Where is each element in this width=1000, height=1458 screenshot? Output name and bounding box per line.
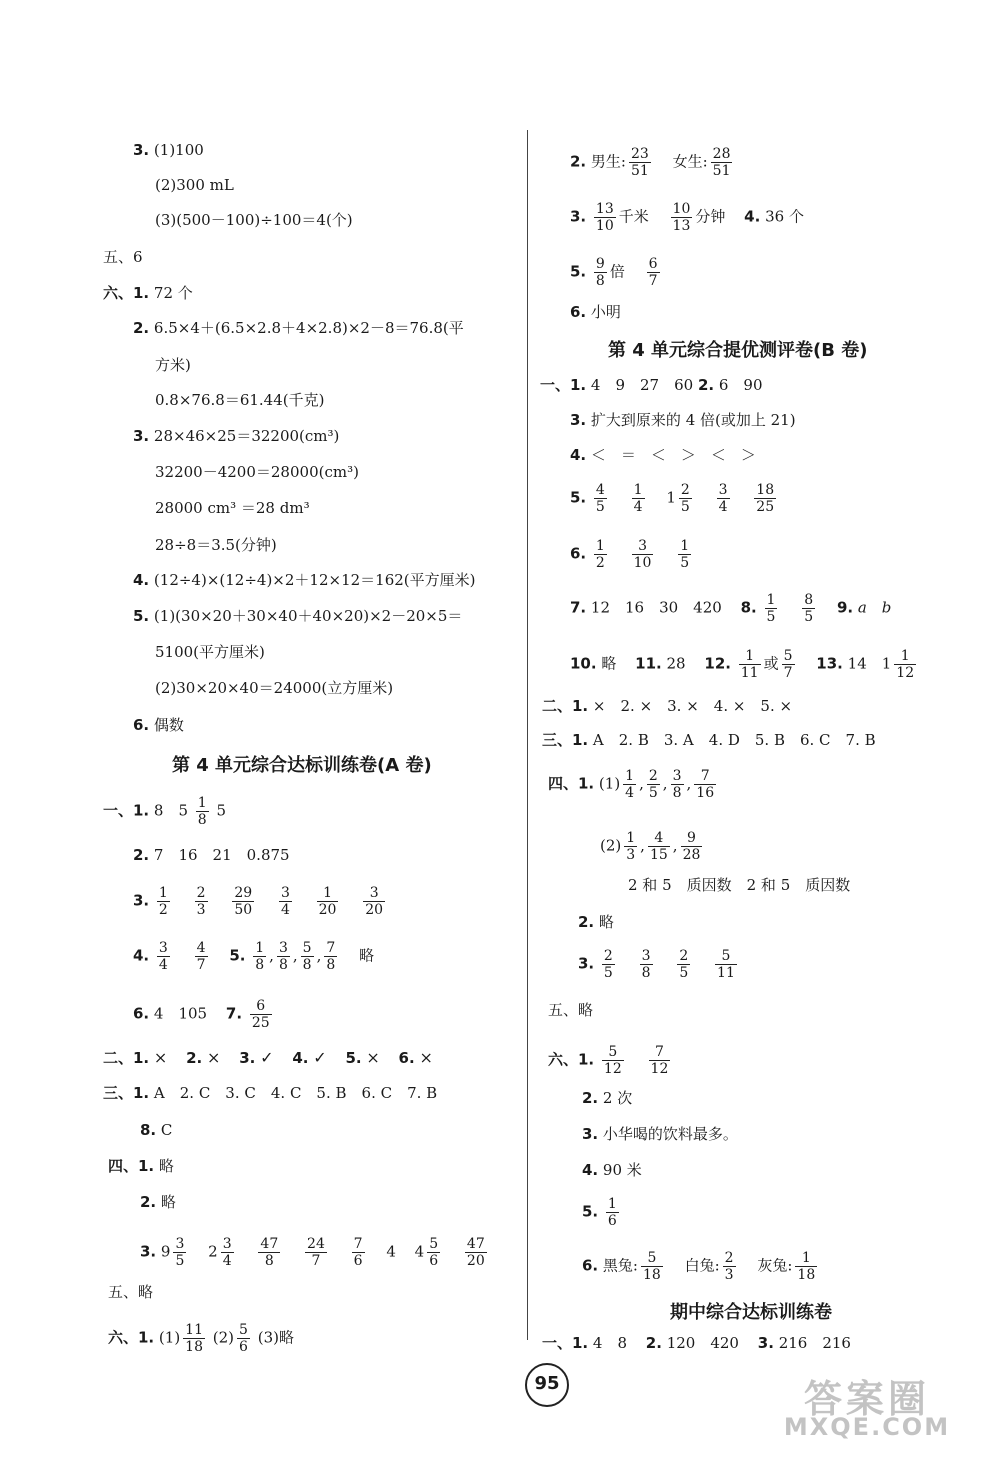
fraction: $\frac{1}{8}$ <box>255 940 265 973</box>
fraction: $\frac{11}{18}$ <box>185 1322 203 1355</box>
fraction: $\frac{1}{5}$ <box>680 538 690 571</box>
fraction: $\frac{1}{5}$ <box>766 592 776 625</box>
answer-line: 32200－4200＝28000(cm³) <box>155 463 359 481</box>
section-title: 第 4 单元综合提优测评卷(B 卷) <box>608 340 868 361</box>
answer-line: 一、1. 8 5 $\frac{1}{8}$ 5 <box>103 795 227 828</box>
fraction: $\frac{2}{5}$ <box>680 482 690 515</box>
answer-line: 28000 cm³ ＝28 dm³ <box>155 499 310 517</box>
answer-line: 四、1. 略 <box>108 1157 174 1175</box>
answer-line: (2)300 mL <box>155 176 234 194</box>
fraction: $\frac{3}{8}$ <box>278 940 288 973</box>
fraction: $\frac{1}{11}$ <box>740 648 759 681</box>
fraction: $\frac{1}{20}$ <box>318 885 337 918</box>
answer-line: 6. 偶数 <box>133 716 184 734</box>
answer-line: 2. 略 <box>140 1193 176 1211</box>
fraction: $\frac{6}{25}$ <box>251 998 270 1031</box>
answer-line: 2. 7 16 21 0.875 <box>133 846 290 864</box>
watermark <box>752 1368 982 1448</box>
answer-line: 10. 略 11. 28 12. $\frac{1}{11}$ 或 $\frac{5}{7}$ 13. 14 1 $\frac{1}{12}$ <box>570 648 915 681</box>
fraction: $\frac{5}{8}$ <box>302 940 312 973</box>
answer-line: 2. 6.5×4＋(6.5×2.8＋4×2.8)×2－8＝76.8(平 <box>133 319 464 337</box>
fraction: $\frac{10}{13}$ <box>672 201 691 234</box>
answer-line: 3. 28×46×25＝32200(cm³) <box>133 427 340 445</box>
answer-line: 3. $\frac{13}{10}$ 千米 $\frac{10}{13}$ 分钟 4. 36 个 <box>570 201 804 234</box>
answer-line: 五、6 <box>103 248 143 266</box>
answer-line: 五、略 <box>548 1001 594 1019</box>
answer-line: 7. 12 16 30 420 8. $\frac{1}{5}$ $\frac{8}{5}$ 9. a b <box>570 592 892 625</box>
fraction: $\frac{13}{10}$ <box>595 201 614 234</box>
fraction: $\frac{7}{8}$ <box>326 940 336 973</box>
fraction: $\frac{2}{5}$ <box>603 948 613 981</box>
answer-line: 方米) <box>155 356 191 374</box>
answer-line: 2 和 5 质因数 2 和 5 质因数 <box>628 876 851 894</box>
answer-line: 3. 小华喝的饮料最多。 <box>582 1125 738 1143</box>
fraction: $\frac{3}{4}$ <box>222 1236 232 1269</box>
answer-line: 6. $\frac{1}{2}$ $\frac{3}{10}$ $\frac{1}{5}$ <box>570 538 690 571</box>
answer-line: 3. $\frac{2}{5}$ $\frac{3}{8}$ $\frac{2}{5}$ $\frac{5}{11}$ <box>578 948 735 981</box>
fraction: $\frac{7}{16}$ <box>696 768 715 801</box>
fraction: $\frac{7}{12}$ <box>650 1044 669 1077</box>
answer-line: 8. C <box>140 1121 173 1139</box>
answer-line: 6. 4 105 7. $\frac{6}{25}$ <box>133 998 270 1031</box>
fraction: $\frac{5}{12}$ <box>603 1044 622 1077</box>
answer-line: 5. $\frac{1}{6}$ <box>582 1196 617 1229</box>
answer-line: 6. 黑兔: $\frac{5}{18}$ 白兔: $\frac{2}{3}$ 灰兔: $\frac{1}{18}$ <box>582 1250 816 1283</box>
answer-line: (3)(500－100)÷100＝4(个) <box>155 211 353 229</box>
fraction: $\frac{2}{5}$ <box>679 948 689 981</box>
answer-line: 六、1. $\frac{5}{12}$ $\frac{7}{12}$ <box>548 1044 669 1077</box>
fraction: $\frac{1}{4}$ <box>633 482 643 515</box>
fraction: $\frac{1}{12}$ <box>896 648 915 681</box>
answer-line: 3. 9 $\frac{3}{5}$ 2 $\frac{3}{4}$ $\frac{47}{8}$ $\frac{24}{7}$ $\frac{7}{6}$ 4 4 $\frac{5}{6}$ $\frac{47}{20}$ <box>140 1236 485 1269</box>
fraction: $\frac{5}{6}$ <box>239 1322 248 1355</box>
fraction: $\frac{9}{28}$ <box>682 830 701 863</box>
fraction: $\frac{1}{2}$ <box>158 885 168 918</box>
fraction: $\frac{1}{4}$ <box>625 768 635 801</box>
answer-line: 3. 扩大到原来的 4 倍(或加上 21) <box>570 411 796 429</box>
answer-line: 三、1. A 2. B 3. A 4. D 5. B 6. C 7. B <box>542 731 876 749</box>
fraction: $\frac{4}{7}$ <box>196 940 206 973</box>
answer-line: 二、1. × 2. × 3. × 4. × 5. × <box>542 697 793 715</box>
fraction: $\frac{29}{50}$ <box>234 885 253 918</box>
answer-line: 六、1. 72 个 <box>103 284 193 302</box>
fraction: $\frac{1}{2}$ <box>595 538 605 571</box>
fraction: $\frac{1}{8}$ <box>197 795 207 828</box>
fraction: $\frac{3}{8}$ <box>641 948 651 981</box>
answer-line: 二、1. × 2. × 3. ✓ 4. ✓ 5. × 6. × <box>103 1048 433 1067</box>
watermark-url: MXQE.COM <box>783 1413 951 1441</box>
fraction: $\frac{1}{6}$ <box>607 1196 617 1229</box>
answer-line: (2) $\frac{1}{3}$ , $\frac{4}{15}$ , $\frac{9}{28}$ <box>600 830 701 863</box>
fraction: $\frac{9}{8}$ <box>595 256 605 289</box>
fraction: $\frac{2}{3}$ <box>724 1250 734 1283</box>
fraction: $\frac{2}{5}$ <box>648 768 658 801</box>
column-divider <box>527 130 528 1340</box>
fraction: $\frac{5}{11}$ <box>717 948 735 981</box>
answer-line: 一、1. 4 9 27 60 2. 6 90 <box>540 376 763 394</box>
fraction: $\frac{5}{6}$ <box>429 1236 439 1269</box>
fraction: $\frac{3}{5}$ <box>175 1236 185 1269</box>
fraction: $\frac{23}{51}$ <box>630 146 649 179</box>
fraction: $\frac{6}{7}$ <box>648 256 658 289</box>
answer-line: 四、1. (1) $\frac{1}{4}$ , $\frac{2}{5}$ , $\frac{3}{8}$ , $\frac{7}{16}$ <box>548 768 715 801</box>
fraction: $\frac{28}{51}$ <box>712 146 731 179</box>
answer-line: 2. 2 次 <box>582 1089 633 1107</box>
answer-line: (2)30×20×40＝24000(立方厘米) <box>155 679 394 697</box>
answer-line: 5. $\frac{9}{8}$ 倍 $\frac{6}{7}$ <box>570 256 658 289</box>
fraction: $\frac{7}{6}$ <box>353 1236 363 1269</box>
answer-line: 3. (1)100 <box>133 141 204 159</box>
watermark-logo: 答案圈 <box>803 1377 930 1421</box>
answer-line: 3. $\frac{1}{2}$ $\frac{2}{3}$ $\frac{29}{50}$ $\frac{3}{4}$ $\frac{1}{20}$ $\frac{3}{20}$ <box>133 885 384 918</box>
fraction: $\frac{47}{8}$ <box>260 1236 279 1269</box>
fraction: $\frac{24}{7}$ <box>307 1236 325 1269</box>
fraction: $\frac{3}{4}$ <box>158 940 168 973</box>
answer-line: 6. 小明 <box>570 303 621 321</box>
fraction: $\frac{3}{4}$ <box>280 885 290 918</box>
fraction: $\frac{3}{4}$ <box>718 482 728 515</box>
fraction: $\frac{4}{15}$ <box>649 830 668 863</box>
fraction: $\frac{1}{3}$ <box>626 830 636 863</box>
page-number: 95 <box>534 1373 560 1394</box>
fraction: $\frac{5}{18}$ <box>642 1250 661 1283</box>
fraction: $\frac{47}{20}$ <box>466 1236 485 1269</box>
answer-line: 2. 男生: $\frac{23}{51}$ 女生: $\frac{28}{51}$ <box>570 146 731 179</box>
fraction: $\frac{5}{7}$ <box>783 648 793 681</box>
fraction: $\frac{2}{3}$ <box>196 885 206 918</box>
fraction: $\frac{18}{25}$ <box>756 482 775 515</box>
answer-line: 28÷8＝3.5(分钟) <box>155 536 277 554</box>
answer-line: 三、1. A 2. C 3. C 4. C 5. B 6. C 7. B <box>103 1084 438 1102</box>
fraction: $\frac{3}{10}$ <box>633 538 652 571</box>
answer-line: 4. ＜ ＝ ＜ ＞ ＜ ＞ <box>570 446 756 464</box>
answer-line: 4. 90 米 <box>582 1161 642 1179</box>
fraction: $\frac{1}{18}$ <box>797 1250 816 1283</box>
fraction: $\frac{3}{20}$ <box>365 885 384 918</box>
fraction: $\frac{8}{5}$ <box>804 592 814 625</box>
fraction: $\frac{4}{5}$ <box>595 482 605 515</box>
section-title: 期中综合达标训练卷 <box>670 1302 832 1323</box>
answer-line: 2. 略 <box>578 913 614 931</box>
answer-line: 4. (12÷4)×(12÷4)×2＋12×12＝162(平方厘米) <box>133 571 476 589</box>
answer-line: 5100(平方厘米) <box>155 643 265 661</box>
answer-line: 一、1. 4 8 2. 120 420 3. 216 216 <box>542 1334 851 1352</box>
page-number-badge <box>515 1355 575 1415</box>
answer-line: 5. (1)(30×20＋30×40＋40×20)×2－20×5＝ <box>133 607 463 625</box>
fraction: $\frac{3}{8}$ <box>672 768 682 801</box>
answer-line: 五、略 <box>108 1283 154 1301</box>
answer-line: 六、1. (1) $\frac{11}{18}$ (2) $\frac{5}{6}$ (3)略 <box>108 1322 294 1355</box>
answer-line: 4. $\frac{3}{4}$ $\frac{4}{7}$ 5. $\frac{1}{8}$ , $\frac{3}{8}$ , $\frac{5}{8}$ , $\frac{7}{8}$ 略 <box>133 940 375 973</box>
answer-line: 0.8×76.8＝61.44(千克) <box>155 391 325 409</box>
section-title: 第 4 单元综合达标训练卷(A 卷) <box>172 755 432 776</box>
answer-line: 5. $\frac{4}{5}$ $\frac{1}{4}$ 1 $\frac{2}{5}$ $\frac{3}{4}$ $\frac{18}{25}$ <box>570 482 775 515</box>
